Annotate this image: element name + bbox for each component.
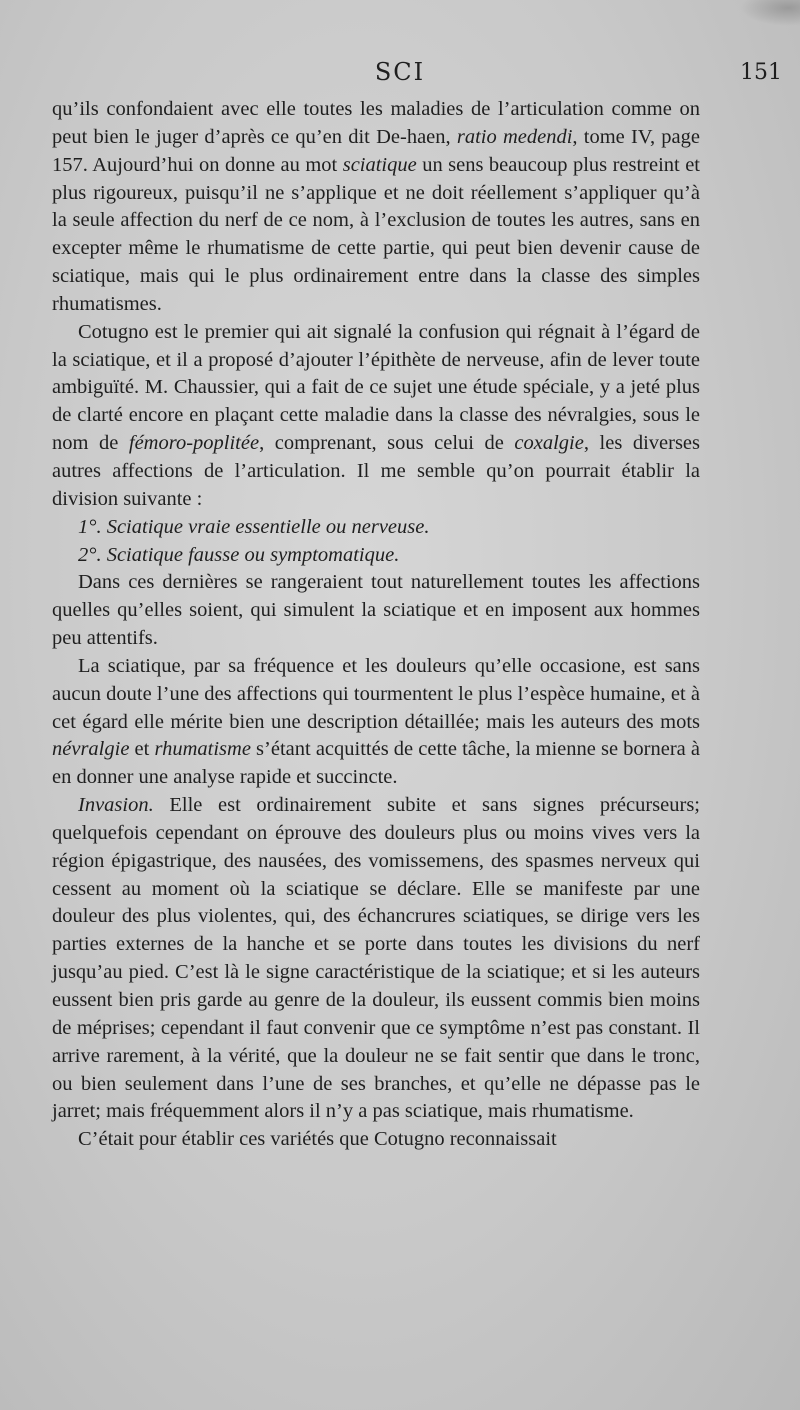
body-text (52, 96, 700, 1154)
italic-text: fémoro-poplitée (128, 432, 260, 455)
paragraph (52, 542, 700, 570)
text-run: C’était pour établir ces variétés que Cotugno reconnaissait (78, 1128, 557, 1151)
italic-text: névralgie (52, 738, 130, 761)
paragraph (52, 514, 700, 542)
text-run: un sens beaucoup plus restreint et plus rigoureux, puisqu’il ne s’applique et ne doit réellement s’appliquer qu’à la seule affection du nerf de ce nom, à l’exclusion de toutes les autres, sans en excepter même le rhumatisme de cette partie, qui peut bien devenir cause de sciatique, mais qui le plus ordinairement entre dans la classe des simples rhumatismes. (52, 153, 701, 315)
italic-text: Invasion. (78, 794, 154, 817)
paragraph (52, 1126, 700, 1154)
text-run: 1°. Sciatique vraie essentielle ou nerveuse. (78, 515, 430, 538)
running-head: SCI (374, 58, 426, 86)
italic-text: coxalgie (514, 432, 584, 455)
text-run: qu’ils confondaient avec elle toutes les maladies de l’articulation comme on peut bien le juger d’après ce qu’en dit De-haen, (52, 98, 700, 148)
paragraph (52, 569, 700, 653)
text-run: , les diverses autres affections de l’articulation. Il me semble qu’on pourrait établir la division suivante : (52, 432, 701, 510)
text-run: , comprenant, sous celui de (259, 432, 515, 455)
text-run: , tome IV, page 157. Aujourd’hui on donne au mot (52, 125, 700, 176)
page-header (0, 58, 800, 92)
paragraph (52, 653, 700, 792)
italic-text: rhumatisme (154, 738, 251, 761)
italic-text: sciatique (342, 153, 417, 176)
text-run: Dans ces dernières se rangeraient tout naturellement toutes les affections quelles qu’elles soient, qui simulent la sciatique et en imposent aux hommes peu attentifs. (52, 571, 700, 650)
paragraph (52, 96, 700, 319)
italic-text: ratio medendi (456, 125, 573, 148)
paragraph (52, 319, 700, 514)
page-number: 151 (740, 60, 782, 85)
paragraph (52, 792, 700, 1126)
text-run: s’étant acquittés de cette tâche, la mienne se bornera à en donner une analyse rapide et succincte. (52, 738, 701, 789)
text-run: La sciatique, par sa fréquence et les douleurs qu’elle occasione, est sans aucun doute l’une des affections qui tourmentent le plus l’espèce humaine, et à cet égard elle mérite bien une description détaillée; mais les auteurs des mots (52, 654, 700, 733)
page-stain (740, 0, 800, 26)
text-run: Cotugno est le premier qui ait signalé la confusion qui régnait à l’égard de la sciatique, et il a proposé d’ajouter l’épithète de nerveuse, afin de lever toute ambiguïté. M. Chaussier, qui a fait de ce sujet une étude spéciale, y a jeté plus de clarté encore en plaçant cette maladie dans la classe des névralgies, sous le nom de (52, 320, 700, 455)
text-run: et (129, 738, 155, 761)
text-run: Elle est ordinairement subite et sans signes précurseurs; quelquefois cependant on éprouve des douleurs plus ou moins vives vers la région épigastrique, des nausées, des vomissemens, des spasmes nerveux qui cessent au moment où la sciatique se déclare. Elle se manifeste par une douleur des plus violentes, qui, des échancrures sciatiques, se dirige vers les parties externes de la hanche et se porte dans toutes les divisions du nerf jusqu’au pied. C’est là le signe caractéristique de la sciatique; et si les auteurs eussent bien pris garde au genre de la douleur, ils eussent commis bien moins de méprises; cependant il faut convenir que ce symptôme n’est pas constant. Il arrive rarement, à la vérité, que la douleur ne se fait sentir que dans le tronc, ou bien seulement dans l’une de ses branches, et qu’elle ne dépasse pas le jarret; mais fréquemment alors il n’y a pas sciatique, mais rhumatisme. (52, 794, 700, 1123)
text-run: 2°. Sciatique fausse ou symptomatique. (78, 543, 400, 566)
